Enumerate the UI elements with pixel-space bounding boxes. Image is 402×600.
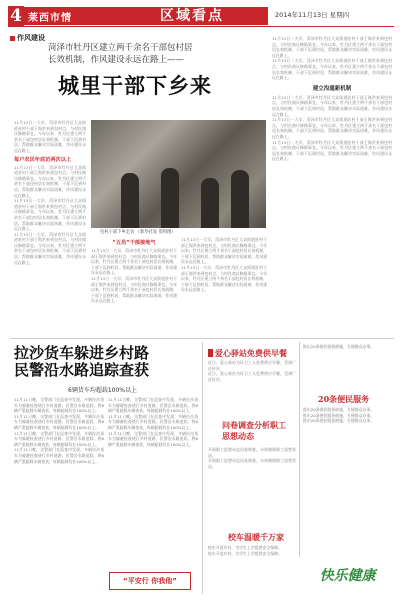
lead-kicker	[10, 33, 45, 43]
photo-caption: 包村干部下乡走访 （新华社发 资料图）	[100, 230, 176, 235]
lead-section-head-1: 每户农民年底访两次以上	[14, 156, 72, 163]
brief-text: 开展职工思想动态问卷调查，分析梳理职工思想状况。	[208, 447, 296, 458]
brief-body-1	[208, 360, 296, 415]
lead-body-cont: 11月13日一大早，菏泽市牡丹区大众街道驻村干部王海洪来到包村点，与村民商议修路事宜。今年以来，牡丹区建立两千余名干部包村居长效机制，干部下沉到村居，帮助群众解决实际困难，作风建设永远在路上。	[181, 237, 267, 265]
story2-col-1	[14, 397, 104, 592]
kicker-text: 作风建设	[17, 34, 45, 42]
lead-subhead: 菏泽市牡丹区建立两千余名干部包村居长效机制，作风建设永远在路上——	[48, 43, 193, 65]
photo-figure	[231, 170, 249, 228]
column-divider	[202, 342, 203, 594]
header-rule	[8, 26, 394, 27]
page-title: 区域看点	[160, 8, 224, 24]
brief-body-2	[208, 447, 296, 527]
lead-col-1	[14, 120, 86, 335]
brief-body-4	[303, 407, 395, 557]
story2-headline	[14, 345, 149, 379]
story2-body: 11月11日晚，交警部门在巡查中发现，多辆拉沙货车为躲避检查绕行乡村道路，民警沿水路追踪，将6辆严重超载车辆查获，每辆超载均在100%以上。	[108, 413, 198, 430]
ad-health: 快乐健康	[319, 568, 376, 584]
photo-figure	[201, 178, 219, 228]
lead-col-2	[91, 237, 177, 337]
section-name: 莱西市情	[28, 13, 72, 24]
story2-body: 11月11日晚，交警部门在巡查中发现，多辆拉沙货车为躲避检查绕行乡村道路，民警沿水路追踪，将6辆严重超载车辆查获，每辆超载均在100%以上。	[108, 430, 198, 447]
brief-body-3	[208, 545, 296, 593]
brief-title-text: 问卷调查分析职工思想动态	[222, 420, 286, 441]
brief-text: 校车开进乡村，为学生上学提供安全保障。	[208, 550, 282, 556]
lead-body-cont: 11月13日一大早，菏泽市牡丹区大众街道驻村干部王海洪来到包村点，与村民商议修路事宜。今年以来，牡丹区建立两千余名干部包村居长效机制，干部下沉到村居，帮助群众解决实际困难，作风建设永远在路上。	[14, 198, 86, 232]
ad-safety: “平安行 你我他”	[109, 572, 191, 590]
brief-title-text: 校车温暖千万家	[228, 532, 284, 542]
page-header	[0, 0, 402, 30]
brief-text: 近日，爱心驿站为环卫工人免费供应早餐，受到广泛好评。	[208, 360, 296, 371]
brief-title-text: 20条便民服务	[318, 394, 370, 404]
brief-title-3	[228, 532, 284, 543]
lead-body-cont: 11月13日一大早，菏泽市牡丹区大众街道驻村干部王海洪来到包村点，与村民商议修路事宜。今年以来，牡丹区建立两千余名干部包村居长效机制，干部下沉到村居，帮助群众解决实际困难，作风建设永远在路上。	[272, 139, 392, 162]
story2-body: 11月11日晚，交警部门在巡查中发现，多辆拉沙货车为躲避检查绕行乡村道路，民警沿水路追踪，将6辆严重超载车辆查获，每辆超载均在100%以上。	[14, 447, 104, 464]
story2-body: 11月11日晚，交警部门在巡查中发现，多辆拉沙货车为躲避检查绕行乡村道路，民警沿水路追踪，将6辆严重超载车辆查获，每辆超载均在100%以上。	[14, 430, 104, 447]
lead-body-cont: 11月13日一大早，菏泽市牡丹区大众街道驻村干部王海洪来到包村点，与村民商议修路事宜。今年以来，牡丹区建立两千余名干部包村居长效机制，干部下沉到村居，帮助群众解决实际困难，作风建设永远在路上。	[91, 248, 177, 276]
brief-text: 校车开进乡村，为学生上学提供安全保障。	[208, 545, 282, 550]
story2-subhead: 6辆货车均超载100%以上	[68, 387, 137, 394]
lead-body-cont: 11月13日一大早，菏泽市牡丹区大众街道驻村干部王海洪来到包村点，与村民商议修路事宜。今年以来，牡丹区建立两千余名干部包村居长效机制，干部下沉到村居，帮助群众解决实际困难，作风建设永远在路上。	[272, 58, 392, 81]
kicker-square-icon	[10, 36, 15, 41]
column-divider	[299, 342, 300, 557]
photo-figure	[121, 173, 139, 228]
brief-text: 推出20条便民服务措施，方便群众办事。	[303, 412, 375, 418]
title-bar-icon	[208, 349, 213, 357]
page-number: 4	[8, 6, 24, 26]
brief-title-1	[208, 348, 287, 359]
brief-text: 推出20条便民服务措施，方便群众办事。	[303, 344, 375, 349]
story2-headline-line: 民警沿水路追踪查获	[14, 361, 150, 379]
right-col-top	[303, 344, 395, 389]
lead-section-head-3: 建立沟通新机制	[312, 85, 352, 92]
brief-text: 推出20条便民服务措施，方便群众办事。	[303, 407, 375, 412]
lead-body: 11月13日一大早，菏泽市牡丹区大众街道驻村干部王海洪来到包村点，与村民商议修路事宜。今年以来，牡丹区建立两千余名干部包村居长效机制，干部下沉到村居，帮助群众解决实际困难，作风建设永远在路上。	[14, 120, 86, 153]
story2-headline-line: 拉沙货车躲进乡村路	[14, 344, 150, 362]
lead-headline: 城里干部下乡来	[58, 73, 212, 98]
lead-body-cont: 11月13日一大早，菏泽市牡丹区大众街道驻村干部王海洪来到包村点，与村民商议修路事宜。今年以来，牡丹区建立两千余名干部包村居长效机制，干部下沉到村居，帮助群众解决实际困难，作风建设永远在路上。	[181, 264, 267, 293]
lead-body-cont: 11月13日一大早，菏泽市牡丹区大众街道驻村干部王海洪来到包村点，与村民商议修路事宜。今年以来，牡丹区建立两千余名干部包村居长效机制，干部下沉到村居，帮助群众解决实际困难，作风建设永远在路上。	[272, 94, 392, 117]
brief-text: 开展职工思想动态问卷调查，分析梳理职工思想状况。	[208, 458, 296, 469]
brief-text: 推出20条便民服务措施，方便群众办事。	[303, 418, 375, 424]
story2-body: 11月11日晚，交警部门在巡查中发现，多辆拉沙货车为躲避检查绕行乡村道路，民警沿水路追踪，将6辆严重超载车辆查获，每辆超载均在100%以上。	[14, 413, 104, 430]
divider	[10, 338, 394, 339]
lead-photo	[91, 120, 266, 228]
lead-body-cont: 11月13日一大早，菏泽市牡丹区大众街道驻村干部王海洪来到包村点，与村民商议修路事宜。今年以来，牡丹区建立两千余名干部包村居长效机制，干部下沉到村居，帮助群众解决实际困难，作风建设永远在路上。	[272, 36, 392, 58]
brief-title-text: 爱心驿站免费供早餐	[215, 348, 287, 358]
story2-col-2	[108, 397, 198, 567]
story2-body: 11月11日晚，交警部门在巡查中发现，多辆拉沙货车为躲避检查绕行乡村道路，民警沿水路追踪，将6辆严重超载车辆查获，每辆超载均在100%以上。	[108, 397, 198, 414]
lead-body-cont: 11月13日一大早，菏泽市牡丹区大众街道驻村干部王海洪来到包村点，与村民商议修路事宜。今年以来，牡丹区建立两千余名干部包村居长效机制，干部下沉到村居，帮助群众解决实际困难，作风建设永远在路上。	[91, 275, 177, 304]
story2-body: 11月11日晚，交警部门在巡查中发现，多辆拉沙货车为躲避检查绕行乡村道路，民警沿水路追踪，将6辆严重超载车辆查获，每辆超载均在100%以上。	[14, 397, 104, 414]
lead-col-3	[181, 237, 267, 337]
lead-col-4	[272, 36, 392, 336]
photo-figure	[161, 168, 179, 228]
brief-title-4	[318, 394, 369, 405]
date-line: 2014年11月13日 星期四	[275, 11, 350, 19]
lead-section-head-2: “五员”干部接地气	[112, 240, 156, 246]
lead-body-cont: 11月13日一大早，菏泽市牡丹区大众街道驻村干部王海洪来到包村点，与村民商议修路事宜。今年以来，牡丹区建立两千余名干部包村居长效机制，干部下沉到村居，帮助群众解决实际困难，作风建设永远在路上。	[272, 117, 392, 139]
lead-body-cont: 11月13日一大早，菏泽市牡丹区大众街道驻村干部王海洪来到包村点，与村民商议修路事宜。今年以来，牡丹区建立两千余名干部包村居长效机制，干部下沉到村居，帮助群众解决实际困难，作风建设永远在路上。	[14, 164, 86, 198]
lead-body-cont: 11月13日一大早，菏泽市牡丹区大众街道驻村干部王海洪来到包村点，与村民商议修路事宜。今年以来，牡丹区建立两千余名干部包村居长效机制，干部下沉到村居，帮助群众解决实际困难，作风建设永远在路上。	[14, 231, 86, 265]
brief-text: 近日，爱心驿站为环卫工人免费供应早餐，受到广泛好评。	[208, 371, 296, 382]
brief-title-2	[222, 420, 292, 442]
